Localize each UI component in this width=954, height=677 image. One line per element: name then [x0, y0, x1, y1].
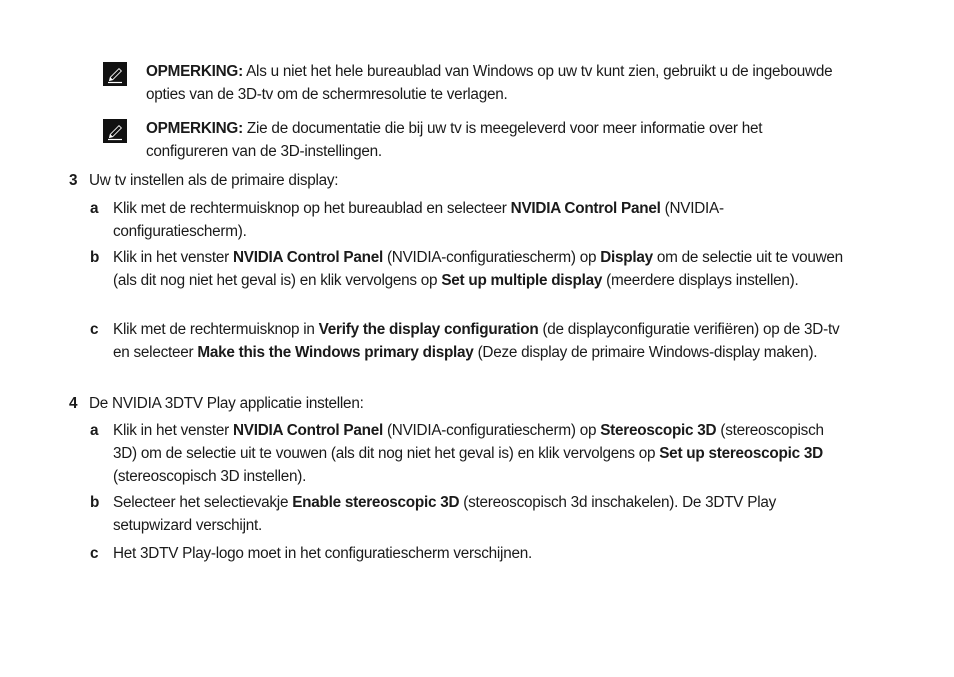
text-run: Het 3DTV Play-logo moet in het configuratiescherm verschijnen. [113, 545, 532, 562]
note-label: OPMERKING: [146, 120, 243, 137]
substep-letter: b [90, 494, 100, 511]
substep-letter: c [90, 545, 99, 562]
text-run: Klik in het venster [113, 422, 233, 439]
substep-letter: c [90, 321, 99, 338]
substep-letter: b [90, 249, 100, 266]
text-run: Klik met de rechtermuisknop in [113, 321, 319, 338]
substep-text [113, 419, 843, 488]
ui-term: NVIDIA Control Panel [232, 249, 383, 266]
text-run: (stereoscopisch 3D instellen). [113, 468, 307, 485]
ui-term: Make this the Windows primary display [197, 344, 474, 361]
note-1 [103, 60, 843, 106]
text-run: Klik met de rechtermuisknop op het bureaublad en selecteer [113, 200, 511, 217]
substep-text [113, 318, 843, 364]
substep-text [113, 246, 843, 292]
note-body: Zie de documentatie die bij uw tv is meegeleverd voor meer informatie over het configureren van de 3D-instellingen. [146, 120, 763, 160]
step-number: 4 [69, 395, 78, 412]
substep-letter: a [90, 200, 99, 217]
note-pencil-icon [103, 62, 127, 86]
ui-term: Stereoscopic 3D [600, 422, 717, 439]
text-run: (NVIDIA-configuratiescherm) op [382, 249, 601, 266]
note-1-text [146, 60, 843, 106]
note-label: OPMERKING: [146, 63, 243, 80]
substep-text [113, 197, 843, 243]
ui-term: Enable stereoscopic 3D [292, 494, 460, 511]
text-run: (NVIDIA-configuratiescherm) op [382, 422, 601, 439]
note-body: Als u niet het hele bureaublad van Windows op uw tv kunt zien, gebruikt u de ingebouwde opties van de 3D-tv om de schermresolutie te verlagen. [146, 63, 833, 103]
substep-letter: a [90, 422, 99, 439]
text-run: om de selectie uit te vouwen (als dit nog niet het geval is) en klik vervolgens op [113, 249, 843, 289]
text-run: (NVIDIA-configuratiescherm). [113, 200, 724, 240]
text-run: (stereoscopisch 3d inschakelen). De 3DTV Play setupwizard verschijnt. [113, 494, 776, 534]
note-pencil-icon [103, 119, 127, 143]
note-2 [103, 117, 843, 163]
ui-term: NVIDIA Control Panel [232, 422, 383, 439]
step-number: 3 [69, 172, 78, 189]
ui-term: Display [600, 249, 653, 266]
text-run: (de displayconfiguratie verifiëren) op de 3D-tv en selecteer [113, 321, 840, 361]
text-run: (meerdere displays instellen). [602, 272, 799, 289]
text-run: (Deze display de primaire Windows-display maken). [473, 344, 818, 361]
step-text: De NVIDIA 3DTV Play applicatie instellen: [89, 395, 364, 412]
ui-term: NVIDIA Control Panel [510, 200, 661, 217]
ui-term: Set up multiple display [441, 272, 603, 289]
substep-text [113, 491, 843, 537]
text-run: Klik in het venster [113, 249, 233, 266]
ui-term: Verify the display configuration [318, 321, 539, 338]
note-2-text [146, 117, 843, 163]
text-run: (stereoscopisch 3D) om de selectie uit te vouwen (als dit nog niet het geval is) en klik vervolgens op [113, 422, 824, 462]
ui-term: Set up stereoscopic 3D [659, 445, 823, 462]
substep-text [113, 542, 843, 565]
text-run: Selecteer het selectievakje [113, 494, 293, 511]
step-text: Uw tv instellen als de primaire display: [89, 172, 339, 189]
